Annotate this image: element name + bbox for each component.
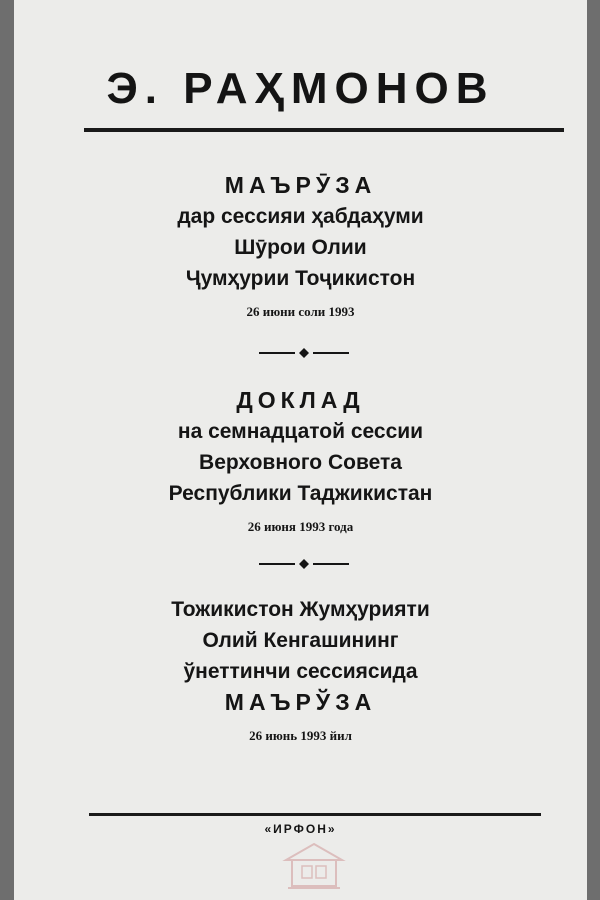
uzbek-section [14,594,587,744]
tajik-line-2: Шӯрои Олии [234,236,367,259]
tajik-heading: МАЪРӮЗА [224,172,377,198]
ornament-divider-2 [259,558,349,570]
author-name: Э. РАҲМОНОВ [106,64,495,113]
uzbek-line-3: ўнеттинчи сессиясида [183,660,418,683]
title-page [14,0,587,900]
ornament-divider-1 [259,347,349,359]
uzbek-date: 26 июнь 1993 йил [249,728,352,743]
tajik-line-1: дар сессияи ҳабдаҳуми [177,205,424,228]
russian-date: 26 июня 1993 года [247,519,354,534]
russian-line-1: на семнадцатой сессии [177,420,424,443]
russian-heading: ДОКЛАД [236,387,365,413]
tajik-section [14,170,587,320]
bottom-rule [89,813,541,816]
russian-line-2: Верховного Совета [199,451,402,474]
tajik-line-3: Ҷумҳурии Тоҷикистон [185,267,416,290]
top-rule [84,128,564,132]
publisher-name: «ИРФОН» [264,822,337,836]
tajik-date: 26 июни соли 1993 [246,304,355,319]
uzbek-line-2: Олий Кенгашининг [202,629,399,652]
library-watermark-icon [282,842,346,892]
russian-line-3: Республики Таджикистан [168,482,433,505]
uzbek-line-1: Тожикистон Жумҳурияти [171,598,430,621]
russian-section [14,385,587,535]
uzbek-heading: МАЪРЎЗА [224,689,377,715]
